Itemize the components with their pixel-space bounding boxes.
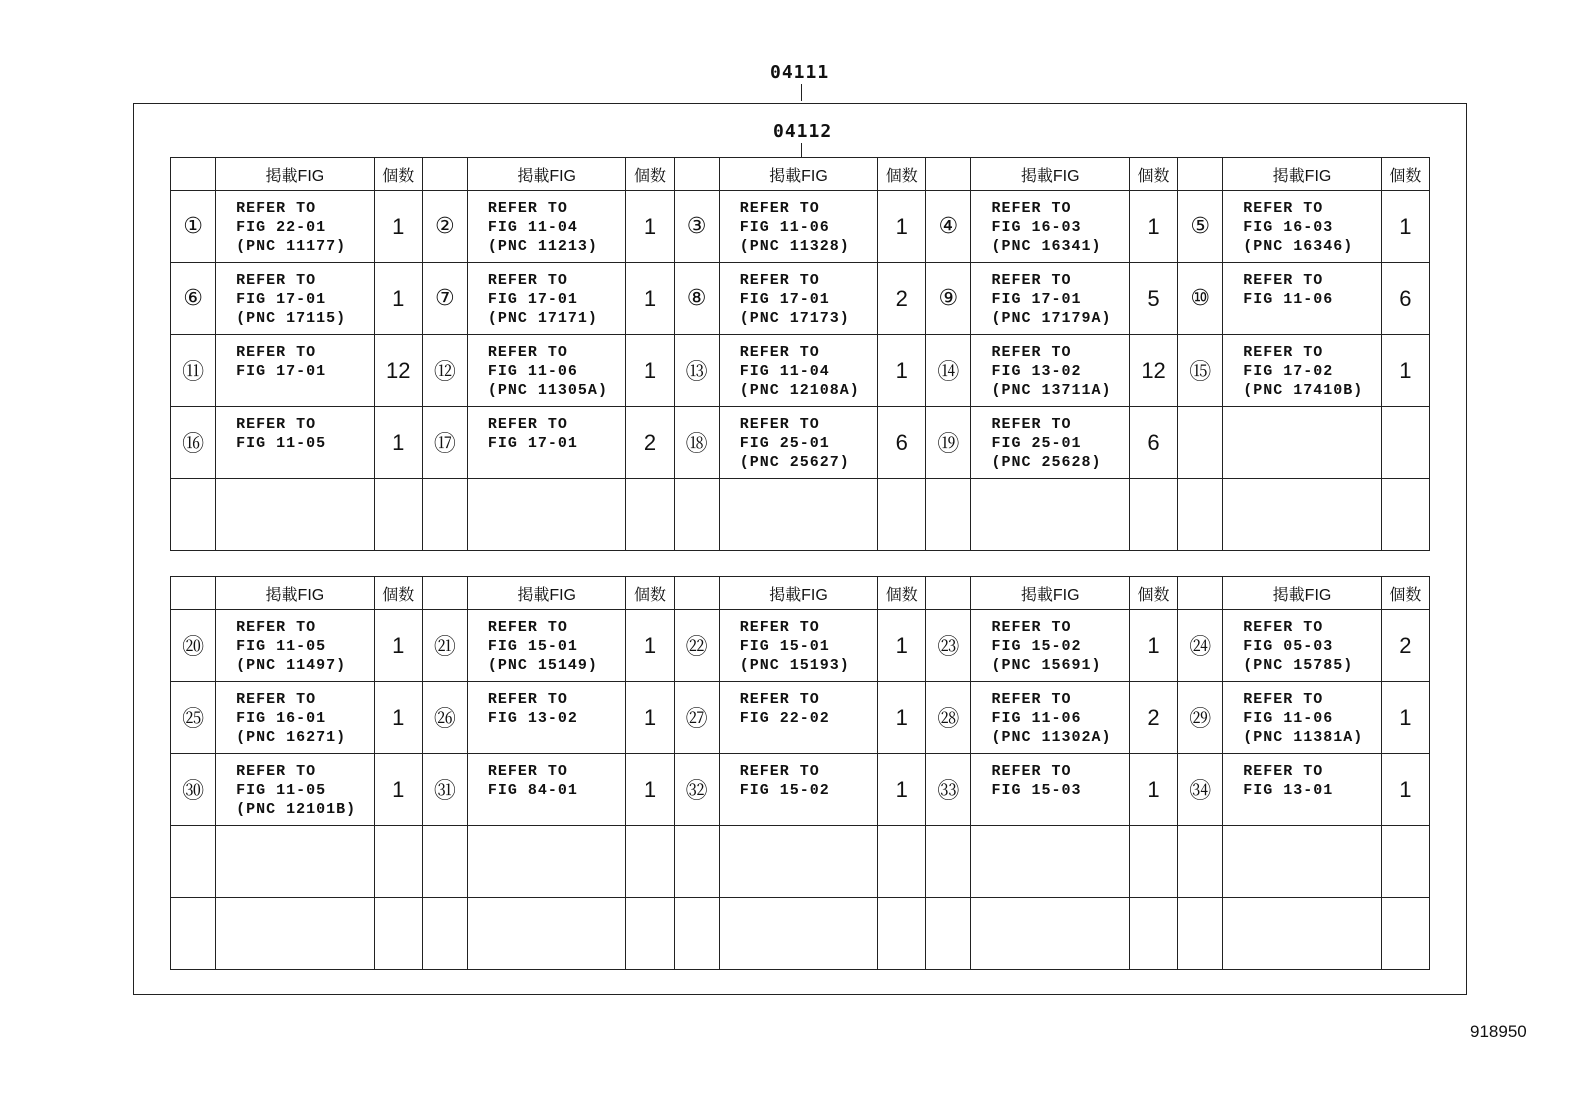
item-number: ㉑ bbox=[422, 610, 467, 682]
quantity bbox=[1381, 826, 1429, 898]
fig-reference-line: FIG 13-01 bbox=[1243, 782, 1334, 799]
fig-reference-line: (PNC 13711A) bbox=[991, 382, 1112, 399]
fig-reference-line: REFER TO bbox=[1243, 763, 1324, 780]
item-number bbox=[171, 826, 216, 898]
quantity: 1 bbox=[1381, 191, 1429, 263]
quantity bbox=[374, 826, 422, 898]
header-qty-cell: 個数 bbox=[626, 158, 674, 191]
fig-reference-line: FIG 11-06 bbox=[1243, 710, 1334, 727]
fig-reference-line: REFER TO bbox=[236, 200, 317, 217]
fig-reference-line: (PNC 11497) bbox=[236, 657, 347, 674]
fig-reference bbox=[1223, 754, 1382, 826]
fig-reference-line: (PNC 11213) bbox=[487, 238, 598, 255]
fig-reference bbox=[467, 826, 626, 898]
table-header bbox=[171, 577, 1430, 610]
fig-reference-line: (PNC 15785) bbox=[1243, 657, 1354, 674]
fig-reference-line: REFER TO bbox=[487, 691, 568, 708]
quantity: 1 bbox=[1129, 191, 1177, 263]
header-fig-cell: 掲載FIG bbox=[216, 577, 375, 610]
quantity: 1 bbox=[374, 610, 422, 682]
fig-reference-line: REFER TO bbox=[1243, 619, 1324, 636]
table-row bbox=[171, 407, 1430, 479]
fig-reference bbox=[216, 191, 375, 263]
fig-reference-line: FIG 11-06 bbox=[739, 219, 830, 236]
quantity: 1 bbox=[374, 407, 422, 479]
fig-reference-line: (PNC 17173) bbox=[739, 310, 850, 327]
fig-reference-line: REFER TO bbox=[487, 272, 568, 289]
fig-reference-line: REFER TO bbox=[739, 200, 820, 217]
fig-reference-line: FIG 11-06 bbox=[1243, 291, 1334, 308]
quantity bbox=[1381, 898, 1429, 970]
fig-reference bbox=[1223, 191, 1382, 263]
fig-reference-line: FIG 15-03 bbox=[991, 782, 1082, 799]
fig-reference bbox=[971, 610, 1130, 682]
fig-reference bbox=[719, 898, 878, 970]
fig-reference-line: FIG 11-04 bbox=[739, 363, 830, 380]
fig-reference-line: REFER TO bbox=[1243, 344, 1324, 361]
fig-reference-line: FIG 84-01 bbox=[487, 782, 578, 799]
item-number: ⑨ bbox=[926, 263, 971, 335]
fig-reference-line: FIG 11-04 bbox=[487, 219, 578, 236]
header-qty-cell: 個数 bbox=[374, 158, 422, 191]
fig-reference bbox=[216, 263, 375, 335]
fig-reference-line: (PNC 25628) bbox=[991, 454, 1102, 471]
quantity bbox=[878, 898, 926, 970]
quantity bbox=[1129, 826, 1177, 898]
fig-reference bbox=[971, 407, 1130, 479]
fig-reference bbox=[971, 263, 1130, 335]
quantity: 1 bbox=[626, 610, 674, 682]
item-number bbox=[171, 479, 216, 551]
header-number-cell bbox=[1178, 577, 1223, 610]
header-qty-cell: 個数 bbox=[1381, 158, 1429, 191]
header-fig-cell: 掲載FIG bbox=[719, 158, 878, 191]
fig-reference-line: FIG 17-02 bbox=[1243, 363, 1334, 380]
item-number: ⑫ bbox=[422, 335, 467, 407]
fig-reference bbox=[1223, 335, 1382, 407]
fig-reference-line: (PNC 16271) bbox=[236, 729, 347, 746]
quantity: 2 bbox=[626, 407, 674, 479]
quantity: 1 bbox=[374, 754, 422, 826]
quantity: 1 bbox=[878, 754, 926, 826]
fig-reference-line: REFER TO bbox=[739, 416, 820, 433]
item-number: ⑯ bbox=[171, 407, 216, 479]
header-number-cell bbox=[674, 577, 719, 610]
quantity: 1 bbox=[878, 191, 926, 263]
fig-reference bbox=[971, 898, 1130, 970]
item-number: ⑬ bbox=[674, 335, 719, 407]
fig-reference bbox=[1223, 610, 1382, 682]
fig-reference bbox=[971, 335, 1130, 407]
fig-reference bbox=[719, 263, 878, 335]
fig-reference bbox=[216, 610, 375, 682]
reference-table-2 bbox=[170, 576, 1430, 970]
sub-assembly-leader-line bbox=[801, 143, 802, 157]
fig-reference-line: REFER TO bbox=[991, 619, 1072, 636]
quantity: 2 bbox=[1129, 682, 1177, 754]
fig-reference-line: FIG 11-05 bbox=[236, 782, 327, 799]
header-fig-cell: 掲載FIG bbox=[216, 158, 375, 191]
item-number: ⑭ bbox=[926, 335, 971, 407]
item-number bbox=[422, 479, 467, 551]
quantity bbox=[626, 826, 674, 898]
table-row bbox=[171, 898, 1430, 970]
item-number bbox=[1178, 826, 1223, 898]
header-number-cell bbox=[422, 158, 467, 191]
item-number: ⑲ bbox=[926, 407, 971, 479]
item-number: ⑩ bbox=[1178, 263, 1223, 335]
quantity: 2 bbox=[1381, 610, 1429, 682]
item-number: ⑪ bbox=[171, 335, 216, 407]
item-number: ② bbox=[422, 191, 467, 263]
header-number-cell bbox=[674, 158, 719, 191]
quantity bbox=[1129, 479, 1177, 551]
fig-reference bbox=[467, 263, 626, 335]
header-qty-cell: 個数 bbox=[1129, 577, 1177, 610]
item-number bbox=[674, 898, 719, 970]
fig-reference-line: REFER TO bbox=[991, 416, 1072, 433]
drawing-code: 918950 bbox=[1470, 1022, 1527, 1041]
fig-reference bbox=[216, 479, 375, 551]
header-qty-cell: 個数 bbox=[626, 577, 674, 610]
header-qty-cell: 個数 bbox=[878, 577, 926, 610]
item-number bbox=[926, 826, 971, 898]
table-row bbox=[171, 479, 1430, 551]
item-number: ㉙ bbox=[1178, 682, 1223, 754]
quantity: 1 bbox=[1381, 335, 1429, 407]
quantity: 1 bbox=[374, 263, 422, 335]
fig-reference-line: REFER TO bbox=[739, 272, 820, 289]
fig-reference-line: FIG 17-01 bbox=[236, 363, 327, 380]
fig-reference-line: FIG 17-01 bbox=[236, 291, 327, 308]
item-number: ① bbox=[171, 191, 216, 263]
quantity: 6 bbox=[1381, 263, 1429, 335]
item-number: ③ bbox=[674, 191, 719, 263]
fig-reference-line: FIG 11-05 bbox=[236, 435, 327, 452]
fig-reference-line: (PNC 25627) bbox=[739, 454, 850, 471]
fig-reference-line: (PNC 16346) bbox=[1243, 238, 1354, 255]
item-number bbox=[926, 898, 971, 970]
table-header bbox=[171, 158, 1430, 191]
fig-reference-line: REFER TO bbox=[1243, 200, 1324, 217]
header-fig-cell: 掲載FIG bbox=[1223, 577, 1382, 610]
fig-reference bbox=[467, 335, 626, 407]
item-number: ⑥ bbox=[171, 263, 216, 335]
fig-reference bbox=[467, 191, 626, 263]
header-qty-cell: 個数 bbox=[1381, 577, 1429, 610]
fig-reference-line: FIG 17-01 bbox=[991, 291, 1082, 308]
fig-reference bbox=[719, 610, 878, 682]
item-number: ㉖ bbox=[422, 682, 467, 754]
quantity: 1 bbox=[626, 682, 674, 754]
quantity: 1 bbox=[626, 263, 674, 335]
fig-reference-line: (PNC 11305A) bbox=[487, 382, 608, 399]
fig-reference-line: REFER TO bbox=[487, 416, 568, 433]
quantity: 1 bbox=[878, 335, 926, 407]
fig-reference-line: FIG 05-03 bbox=[1243, 638, 1334, 655]
fig-reference-line: FIG 11-06 bbox=[991, 710, 1082, 727]
fig-reference bbox=[1223, 407, 1382, 479]
fig-reference bbox=[719, 826, 878, 898]
fig-reference-line: REFER TO bbox=[991, 272, 1072, 289]
quantity bbox=[374, 898, 422, 970]
fig-reference bbox=[971, 754, 1130, 826]
fig-reference-line: FIG 16-03 bbox=[1243, 219, 1334, 236]
fig-reference-line: FIG 25-01 bbox=[991, 435, 1082, 452]
fig-reference-line: REFER TO bbox=[739, 763, 820, 780]
header-qty-cell: 個数 bbox=[1129, 158, 1177, 191]
assembly-label: 04111 bbox=[770, 62, 830, 83]
quantity: 1 bbox=[626, 754, 674, 826]
table-row bbox=[171, 826, 1430, 898]
item-number: ⑮ bbox=[1178, 335, 1223, 407]
quantity: 1 bbox=[878, 682, 926, 754]
quantity: 1 bbox=[626, 191, 674, 263]
fig-reference-line: REFER TO bbox=[1243, 272, 1324, 289]
fig-reference-line: (PNC 15149) bbox=[487, 657, 598, 674]
quantity bbox=[626, 479, 674, 551]
header-qty-cell: 個数 bbox=[878, 158, 926, 191]
fig-reference-line: FIG 11-06 bbox=[487, 363, 578, 380]
fig-reference-line: REFER TO bbox=[487, 200, 568, 217]
fig-reference bbox=[719, 335, 878, 407]
fig-reference bbox=[719, 682, 878, 754]
quantity: 1 bbox=[1129, 610, 1177, 682]
item-number bbox=[1178, 479, 1223, 551]
assembly-leader-line bbox=[801, 84, 802, 101]
quantity bbox=[374, 479, 422, 551]
fig-reference bbox=[467, 610, 626, 682]
quantity: 1 bbox=[878, 610, 926, 682]
fig-reference-line: FIG 15-02 bbox=[991, 638, 1082, 655]
fig-reference bbox=[971, 191, 1130, 263]
item-number: ⑧ bbox=[674, 263, 719, 335]
fig-reference bbox=[971, 479, 1130, 551]
quantity bbox=[1129, 898, 1177, 970]
table-row bbox=[171, 610, 1430, 682]
fig-reference bbox=[216, 335, 375, 407]
item-number: ㉚ bbox=[171, 754, 216, 826]
fig-reference bbox=[467, 898, 626, 970]
fig-reference-line: FIG 25-01 bbox=[739, 435, 830, 452]
fig-reference-line: (PNC 17171) bbox=[487, 310, 598, 327]
fig-reference-line: FIG 11-05 bbox=[236, 638, 327, 655]
item-number bbox=[674, 826, 719, 898]
item-number bbox=[1178, 407, 1223, 479]
quantity: 6 bbox=[1129, 407, 1177, 479]
header-fig-cell: 掲載FIG bbox=[467, 577, 626, 610]
fig-reference-line: REFER TO bbox=[991, 763, 1072, 780]
fig-reference-line: FIG 22-01 bbox=[236, 219, 327, 236]
fig-reference-line: FIG 17-01 bbox=[739, 291, 830, 308]
fig-reference-line: (PNC 15691) bbox=[991, 657, 1102, 674]
fig-reference bbox=[467, 407, 626, 479]
fig-reference bbox=[216, 898, 375, 970]
header-number-cell bbox=[926, 158, 971, 191]
fig-reference bbox=[1223, 898, 1382, 970]
fig-reference-line: FIG 15-01 bbox=[739, 638, 830, 655]
table-row bbox=[171, 263, 1430, 335]
item-number: ⑰ bbox=[422, 407, 467, 479]
sub-assembly-label: 04112 bbox=[773, 121, 833, 142]
fig-reference bbox=[216, 682, 375, 754]
fig-reference-line: FIG 16-01 bbox=[236, 710, 327, 727]
fig-reference-line: FIG 15-02 bbox=[739, 782, 830, 799]
item-number bbox=[1178, 898, 1223, 970]
header-qty-cell: 個数 bbox=[374, 577, 422, 610]
table-row bbox=[171, 754, 1430, 826]
item-number: ⑳ bbox=[171, 610, 216, 682]
quantity bbox=[626, 898, 674, 970]
fig-reference-line: (PNC 17115) bbox=[236, 310, 347, 327]
fig-reference-line: FIG 17-01 bbox=[487, 291, 578, 308]
fig-reference-line: (PNC 12101B) bbox=[236, 801, 357, 818]
quantity: 1 bbox=[626, 335, 674, 407]
item-number bbox=[422, 898, 467, 970]
item-number: ㉕ bbox=[171, 682, 216, 754]
header-number-cell bbox=[171, 158, 216, 191]
item-number: ㉒ bbox=[674, 610, 719, 682]
header-fig-cell: 掲載FIG bbox=[467, 158, 626, 191]
item-number: ㉘ bbox=[926, 682, 971, 754]
quantity: 12 bbox=[374, 335, 422, 407]
fig-reference-line: (PNC 17410B) bbox=[1243, 382, 1364, 399]
quantity: 1 bbox=[1381, 682, 1429, 754]
item-number: ⑱ bbox=[674, 407, 719, 479]
fig-reference-line: REFER TO bbox=[236, 691, 317, 708]
header-number-cell bbox=[422, 577, 467, 610]
fig-reference bbox=[971, 826, 1130, 898]
item-number: ⑤ bbox=[1178, 191, 1223, 263]
fig-reference-line: REFER TO bbox=[236, 763, 317, 780]
item-number bbox=[674, 479, 719, 551]
header-fig-cell: 掲載FIG bbox=[719, 577, 878, 610]
fig-reference-line: REFER TO bbox=[487, 619, 568, 636]
fig-reference-line: (PNC 11302A) bbox=[991, 729, 1112, 746]
table-row bbox=[171, 682, 1430, 754]
fig-reference-line: FIG 13-02 bbox=[487, 710, 578, 727]
quantity bbox=[878, 479, 926, 551]
quantity bbox=[1381, 479, 1429, 551]
fig-reference-line: (PNC 11381A) bbox=[1243, 729, 1364, 746]
fig-reference bbox=[719, 407, 878, 479]
fig-reference-line: REFER TO bbox=[991, 344, 1072, 361]
fig-reference-line: REFER TO bbox=[236, 619, 317, 636]
item-number: ⑦ bbox=[422, 263, 467, 335]
fig-reference-line: REFER TO bbox=[739, 344, 820, 361]
fig-reference-line: (PNC 11177) bbox=[236, 238, 347, 255]
fig-reference bbox=[467, 682, 626, 754]
fig-reference-line: FIG 17-01 bbox=[487, 435, 578, 452]
fig-reference bbox=[1223, 682, 1382, 754]
fig-reference-line: (PNC 17179A) bbox=[991, 310, 1112, 327]
quantity: 1 bbox=[374, 682, 422, 754]
quantity bbox=[1381, 407, 1429, 479]
fig-reference bbox=[1223, 826, 1382, 898]
header-number-cell bbox=[1178, 158, 1223, 191]
fig-reference bbox=[971, 682, 1130, 754]
fig-reference bbox=[216, 754, 375, 826]
quantity: 1 bbox=[374, 191, 422, 263]
fig-reference-line: REFER TO bbox=[739, 619, 820, 636]
fig-reference-line: REFER TO bbox=[236, 344, 317, 361]
item-number: ㉝ bbox=[926, 754, 971, 826]
fig-reference-line: REFER TO bbox=[739, 691, 820, 708]
fig-reference-line: FIG 13-02 bbox=[991, 363, 1082, 380]
item-number: ㉛ bbox=[422, 754, 467, 826]
fig-reference bbox=[719, 191, 878, 263]
header-number-cell bbox=[926, 577, 971, 610]
table-row bbox=[171, 335, 1430, 407]
item-number: ④ bbox=[926, 191, 971, 263]
item-number bbox=[171, 898, 216, 970]
quantity: 1 bbox=[1129, 754, 1177, 826]
reference-table-1 bbox=[170, 157, 1430, 551]
item-number: ㉗ bbox=[674, 682, 719, 754]
fig-reference-line: REFER TO bbox=[991, 691, 1072, 708]
item-number: ㉞ bbox=[1178, 754, 1223, 826]
fig-reference bbox=[216, 826, 375, 898]
quantity bbox=[878, 826, 926, 898]
quantity: 1 bbox=[1381, 754, 1429, 826]
fig-reference bbox=[467, 754, 626, 826]
quantity: 12 bbox=[1129, 335, 1177, 407]
fig-reference bbox=[467, 479, 626, 551]
header-fig-cell: 掲載FIG bbox=[971, 577, 1130, 610]
item-number: ㉔ bbox=[1178, 610, 1223, 682]
fig-reference bbox=[719, 479, 878, 551]
fig-reference-line: REFER TO bbox=[991, 200, 1072, 217]
item-number bbox=[926, 479, 971, 551]
quantity: 5 bbox=[1129, 263, 1177, 335]
fig-reference-line: (PNC 16341) bbox=[991, 238, 1102, 255]
fig-reference-line: (PNC 15193) bbox=[739, 657, 850, 674]
fig-reference-line: REFER TO bbox=[236, 416, 317, 433]
item-number: ㉓ bbox=[926, 610, 971, 682]
fig-reference-line: REFER TO bbox=[487, 763, 568, 780]
fig-reference-line: REFER TO bbox=[236, 272, 317, 289]
fig-reference bbox=[1223, 479, 1382, 551]
table-row bbox=[171, 191, 1430, 263]
quantity: 2 bbox=[878, 263, 926, 335]
item-number: ㉜ bbox=[674, 754, 719, 826]
quantity: 6 bbox=[878, 407, 926, 479]
header-number-cell bbox=[171, 577, 216, 610]
fig-reference-line: (PNC 11328) bbox=[739, 238, 850, 255]
header-fig-cell: 掲載FIG bbox=[1223, 158, 1382, 191]
fig-reference-line: FIG 16-03 bbox=[991, 219, 1082, 236]
header-fig-cell: 掲載FIG bbox=[971, 158, 1130, 191]
fig-reference bbox=[216, 407, 375, 479]
fig-reference-line: FIG 15-01 bbox=[487, 638, 578, 655]
item-number bbox=[422, 826, 467, 898]
fig-reference bbox=[1223, 263, 1382, 335]
fig-reference-line: (PNC 12108A) bbox=[739, 382, 860, 399]
fig-reference-line: REFER TO bbox=[1243, 691, 1324, 708]
fig-reference bbox=[719, 754, 878, 826]
fig-reference-line: REFER TO bbox=[487, 344, 568, 361]
fig-reference-line: FIG 22-02 bbox=[739, 710, 830, 727]
